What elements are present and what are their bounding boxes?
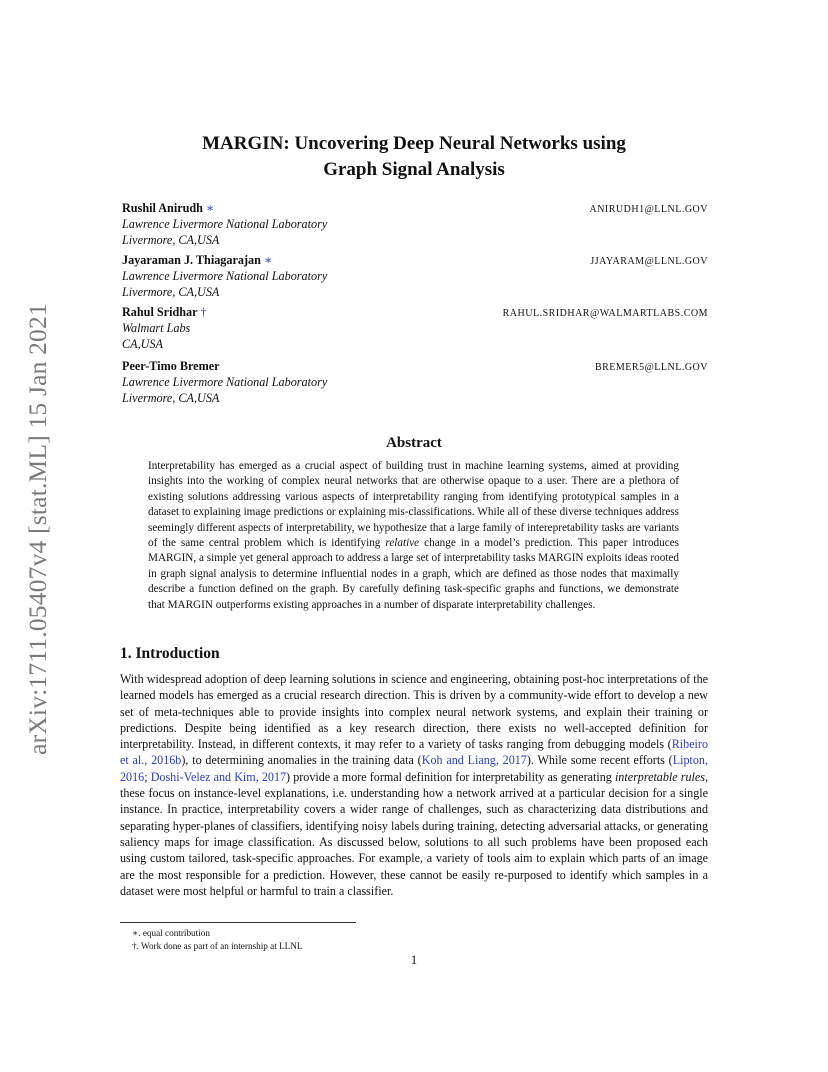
author-name: Peer-Timo Bremer <box>122 359 220 373</box>
author-block <box>122 201 708 248</box>
author-affiliation: Lawrence Livermore National Laboratory <box>122 269 328 284</box>
intro-text: ) provide a more formal definition for interpretability as generating <box>286 769 615 784</box>
author-block <box>122 359 708 406</box>
author-location: CA,USA <box>122 336 163 351</box>
author-footnote-mark: ∗ <box>205 201 215 215</box>
citation-link[interactable]: Koh and Liang, 2017 <box>421 753 527 768</box>
intro-text: ), to determining anomalies in the training data ( <box>181 753 422 768</box>
author-location: Livermore, CA,USA <box>122 390 220 405</box>
intro-text: With widespread adoption of deep learning solutions in science and engineering, obtaining post-hoc interpretations of the learned models has emerged as a crucial research direction. This is driven by a community-wide effort to develop a new set of meta-techniques able to provide insights into complex neural network systems, and explain their training or predictions. Despite being identified as a key research direction, there exists no well-accepted definition for interpretability. Instead, in different contexts, it may refer to a variety of tasks ranging from debugging models ( <box>120 672 708 752</box>
page-number: 1 <box>410 953 418 967</box>
arxiv-id: arXiv:1711.05407v4 [stat.ML] 15 Jan 2021 <box>23 303 52 755</box>
author-affiliation: Lawrence Livermore National Laboratory <box>122 375 328 390</box>
title-line-2: Graph Signal Analysis <box>323 159 505 180</box>
author-email: ANIRUDH1@LLNL.GOV <box>589 204 708 215</box>
author-footnote-mark: ∗ <box>263 253 273 267</box>
author-email: JJAYARAM@LLNL.GOV <box>590 256 708 267</box>
author-affiliation: Lawrence Livermore National Laboratory <box>122 217 328 232</box>
footnote: ∗. equal contribution <box>132 928 210 938</box>
author-name: Rahul Sridhar <box>122 305 198 319</box>
author-name: Jayaraman J. Thiagarajan <box>122 253 261 267</box>
intro-emphasis: interpretable rules <box>614 769 705 784</box>
abstract-heading: Abstract <box>386 435 442 451</box>
paper-title <box>120 131 708 183</box>
author-location: Livermore, CA,USA <box>122 232 220 247</box>
intro-text: , these focus on instance-level explanations, i.e. understanding how a network arrived at a particular decision for a single instance. In practice, interpretability covers a wider range of challenges, such as characterizing data distributions and separating hyper-planes of classifiers, identifying noisy labels during training, detecting adversarial attacks, or generating saliency maps for image classification. As discussed below, solutions to all such problems have been proposed each using custom tailored, task-specific approaches. For example, a variety of tools aim to explain which parts of an image are the most responsible for a prediction. However, these cannot be easily re-purposed to identify which samples in a dataset were most helpful or harmful to train a classifier. <box>120 769 708 898</box>
intro-text: ; <box>144 769 151 784</box>
abstract-text: Interpretability has emerged as a crucial aspect of building trust in machine learning systems, aimed at providing insights into the working of complex neural networks that are otherwise opaque to a user. There are a plethora of existing solutions addressing various aspects of interpretability ranging from identifying prototypical samples in a dataset to explaining image predictions or explaining mis-classifications. While all of these diverse techniques address seemingly different aspects of interpretability, we hypothesize that a large family of interepretability tasks are variants of the same central problem which is identifying <box>148 460 679 550</box>
author-block <box>122 253 708 300</box>
introduction-paragraph <box>120 671 708 899</box>
author-location: Livermore, CA,USA <box>122 284 220 299</box>
title-line-1: MARGIN: Uncovering Deep Neural Networks using <box>202 133 626 154</box>
section-heading: 1. Introduction <box>120 645 220 662</box>
author-email: BREMER5@LLNL.GOV <box>594 362 708 373</box>
author-name: Rushil Anirudh <box>122 201 203 215</box>
citation-link[interactable]: Doshi-Velez and Kim, 2017 <box>150 769 287 784</box>
abstract-body <box>148 459 679 613</box>
citation-link[interactable]: Lipton, 2016 <box>120 753 708 784</box>
abstract-emphasis: relative <box>385 537 420 550</box>
intro-text: ). While some recent efforts ( <box>526 753 673 768</box>
abstract-text: change in a model’s prediction. This paper introduces MARGIN, a simple yet general approach to address a large set of interpretability tasks MARGIN exploits ideas rooted in graph signal analysis to determine influential nodes in a graph, which are defined as those nodes that maximally describe a function defined on the graph. By carefully defining task-specific graphs and functions, we demonstrate that MARGIN outperforms existing approaches in a number of disparate interpretability challenges. <box>148 537 680 611</box>
footnote-divider <box>120 922 356 923</box>
footnote: †. Work done as part of an internship at LLNL <box>132 941 303 951</box>
author-email: RAHUL.SRIDHAR@WALMARTLABS.COM <box>502 308 708 319</box>
author-affiliation: Walmart Labs <box>122 321 191 336</box>
author-footnote-mark: † <box>200 305 207 319</box>
citation-link[interactable]: Ribeiro et al., 2016b <box>120 737 708 768</box>
author-block <box>122 305 708 352</box>
arxiv-watermark <box>18 286 58 772</box>
footnotes <box>132 927 303 953</box>
